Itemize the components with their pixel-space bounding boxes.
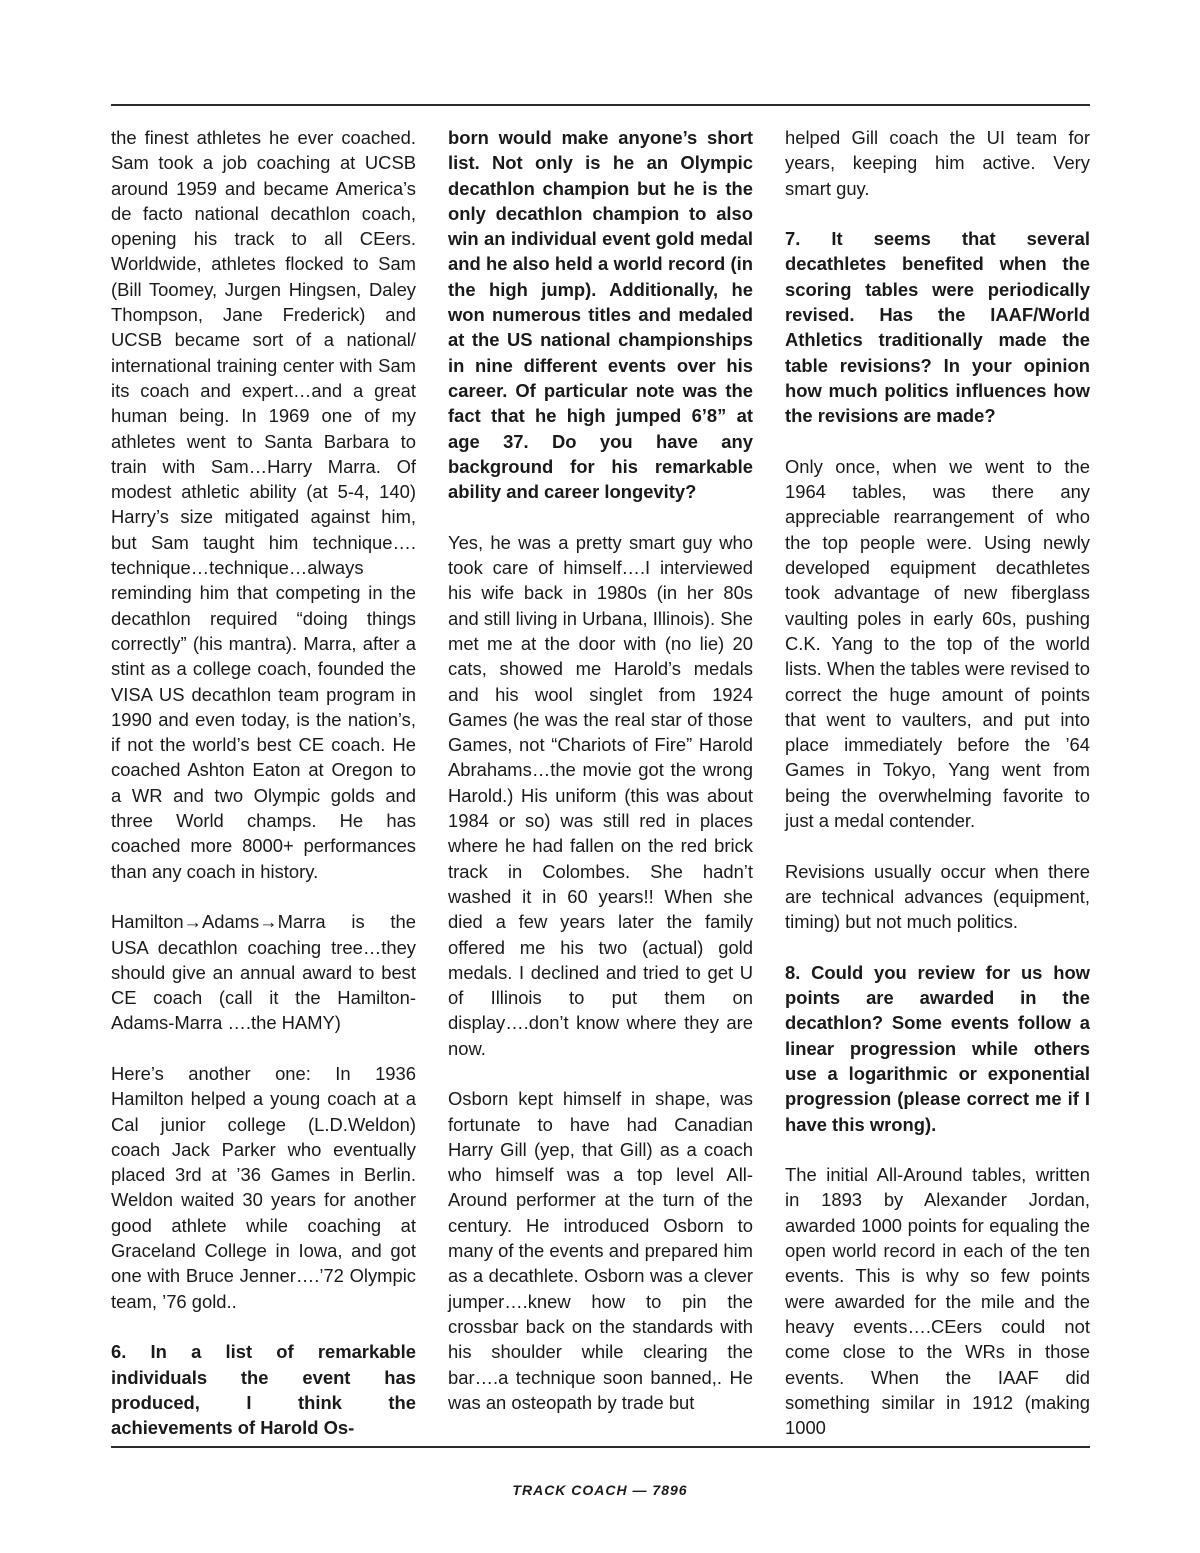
bottom-rule xyxy=(111,1446,1090,1448)
body-paragraph: helped Gill coach the UI team for years, keeping him active. Very smart guy. xyxy=(785,127,1090,199)
body-paragraph: Yes, he was a pretty smart guy who took care of himself….I interviewed his wife back in 1980s (in her 80s and still living in Urbana, Illinois). She met me at the door with (no lie) 20 cats, showed me Harold’s medals and his wool singlet from 1924 Games (he was the real star of those Games, not “Chariots of Fire” Harold Abrahams…the movie got the wrong Harold.) His uniform (this was about 1984 or so) was still red in places where he had fallen on the red brick track in Colombes. She hadn’t washed it in 60 years!! When she died a few years later the family offered me his two (actual) gold medals. I declined and tried to get U of Illinois to put them on display….don’t know where they are now. xyxy=(448,531,753,1059)
body-paragraph: Revisions usually occur when there are technical advances (equipment, timing) but not much politics. xyxy=(785,860,1090,933)
body-paragraph: Hamilton→Adams→Marra is the USA decathlon coaching tree…they should give an annual award to best CE coach (call it the Hamilton-Adams-Marra ….the HAMY) xyxy=(111,911,416,1034)
page-footer: TRACK COACH — 7896 xyxy=(512,1482,688,1498)
top-rule xyxy=(111,104,1090,106)
question-6: 6. In a list of remarkable individuals the event has produced, I think the achievements of Harold Os- xyxy=(111,1341,416,1439)
body-paragraph: Here’s another one: In 1936 Hamilton helped a young coach at a Cal junior college (L.D.Weldon) coach Jack Parker who eventually placed 3rd at ’36 Games in Berlin. Weldon waited 30 years for another good athlete while coaching at Graceland College in Iowa, and got one with Bruce Jenner….’72 Olympic team, ’76 gold.. xyxy=(111,1062,416,1312)
column-1 xyxy=(111,125,416,1440)
body-paragraph: The initial All-Around tables, written in 1893 by Alexander Jordan, awarded 1000 points for equaling the open world record in each of the ten events. This is why so few points were awarded for the mile and the heavy events….CEers could not come close to the WRs in those events. When the IAAF did something similar in 1912 (making 1000 xyxy=(785,1164,1090,1439)
body-paragraph: the finest athletes he ever coached. Sam took a job coaching at UCSB around 1959 and became America’s de facto national decathlon coach, opening his track to all CEers. Worldwide, athletes flocked to Sam (Bill Toomey, Jurgen Hingsen, Daley Thompson, Jane Frederick) and UCSB became sort of a national/ international training center with Sam its coach and expert…and a great human being. In 1969 one of my athletes went to Santa Barbara to train with Sam…Harry Marra. Of modest athletic ability (at 5-4, 140) Harry’s size mitigated against him, but Sam taught him technique…. technique…technique…always reminding him that competing in the decathlon required “doing things correctly” (his mantra). Marra, after a stint as a college coach, founded the VISA US decathlon team program in 1990 and even today, is the nation’s, if not the world’s best CE coach. He coached Ashton Eaton at Oregon to a WR and two Olympic golds and three World champs. He has coached more 8000+ performances than any coach in history. xyxy=(111,127,416,882)
column-2 xyxy=(448,125,753,1415)
question-6-continued: born would make anyone’s short list. Not only is he an Olympic decathlon champion but he is the only decathlon champion to also win an individual event gold medal and he also held a world record (in the high jump). Additionally, he won numerous titles and medaled at the US national championships in nine different events over his career. Of particular note was the fact that he high jumped 6’8” at age 37. Do you have any background for his remarkable ability and career longevity? xyxy=(448,127,753,503)
column-3 xyxy=(785,125,1090,1440)
question-8: 8. Could you review for us how points are awarded in the decathlon? Some events follow a linear progression while others use a logarithmic or exponential progression (please correct me if I have this wrong). xyxy=(785,961,1090,1135)
question-7: 7. It seems that several decathletes benefited when the scoring tables were periodically revised. Has the IAAF/World Athletics traditionally made the table revisions? In your opinion how much politics influences how the revisions are made? xyxy=(785,228,1090,427)
body-paragraph: Only once, when we went to the 1964 tables, was there any appreciable rearrangement of who the top people were. Using newly developed equipment decathletes took advantage of new fiberglass vaulting poles in early 60s, pushing C.K. Yang to the top of the world lists. When the tables were revised to correct the huge amount of points that went to vaulters, and put into place immediately before the ’64 Games in Tokyo, Yang went from being the overwhelming favorite to just a medal contender. xyxy=(785,455,1090,832)
body-paragraph: Osborn kept himself in shape, was fortunate to have had Canadian Harry Gill (yep, that Gill) as a coach who himself was a top level All-Around performer at the turn of the century. He introduced Osborn to many of the events and prepared him as a decathlete. Osborn was a clever jumper….knew how to pin the crossbar back on the standards with his shoulder while clearing the bar….a technique soon banned,. He was an osteopath by trade but xyxy=(448,1088,753,1413)
